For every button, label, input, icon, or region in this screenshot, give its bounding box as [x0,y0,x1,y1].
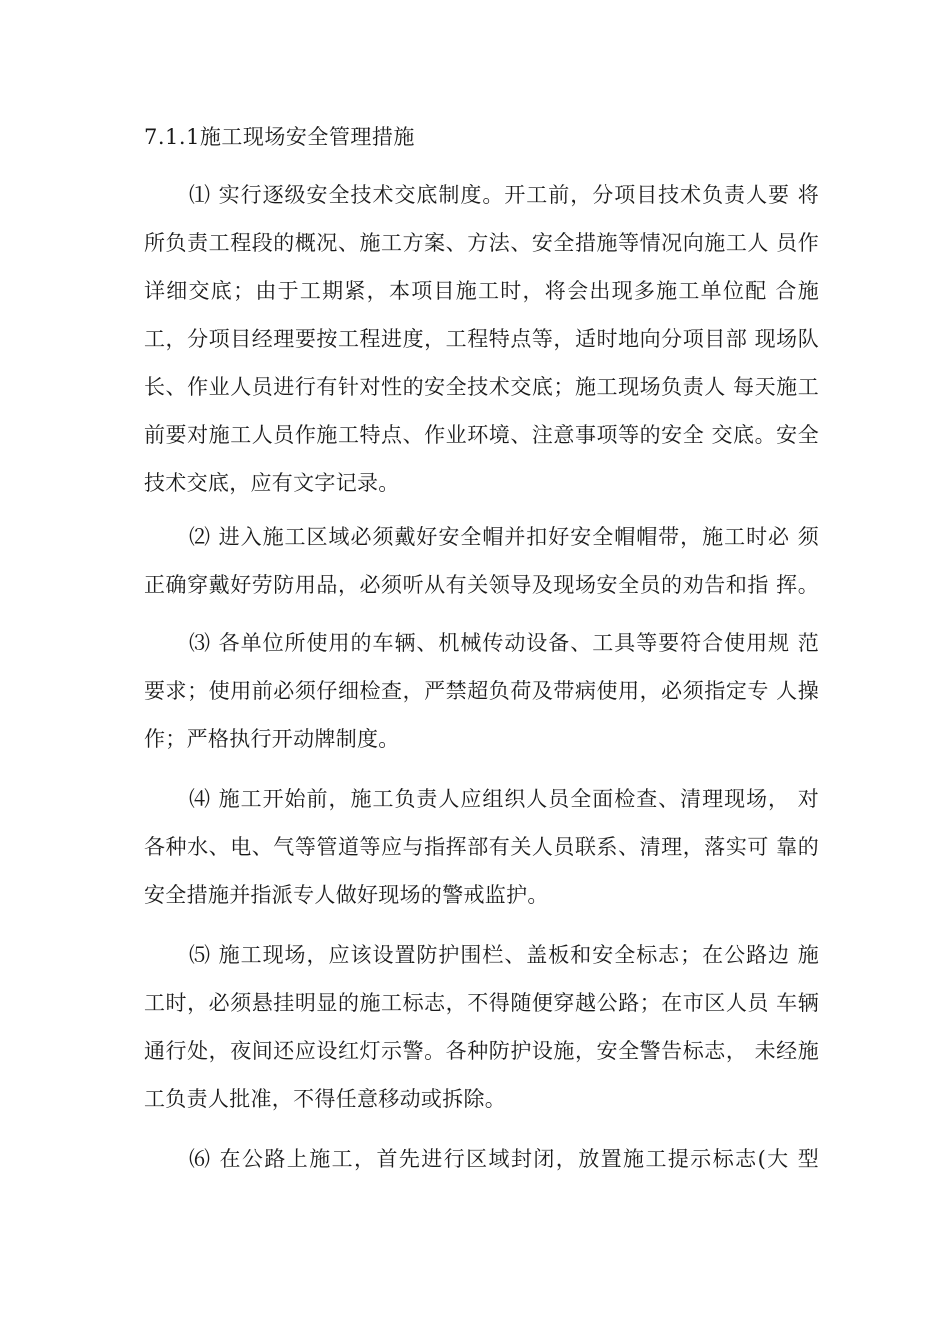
paragraph-1-line-2: 所负责工程段的概况、施工方案、方法、安全措施等情况向施工人 员作 [144,231,819,255]
paragraph-5-line-4: 工负责人批准，不得任意移动或拆除。 [144,1087,507,1111]
paragraph-1-line-4: 工，分项目经理要按工程进度，工程特点等，适时地向分项目部 现场队 [144,327,819,351]
paragraph-1-line-7: 技术交底，应有文字记录。 [144,471,400,495]
paragraph-4-line-3: 安全措施并指派专人做好现场的警戒监护。 [144,883,549,907]
paragraph-6-line-1: ⑹ 在公路上施工，首先进行区域封闭，放置施工提示标志(大 型 [189,1147,819,1171]
paragraph-1-line-3: 详细交底；由于工期紧，本项目施工时，将会出现多施工单位配 合施 [144,279,819,303]
paragraph-3-line-2: 要求；使用前必须仔细检查，严禁超负荷及带病使用，必须指定专 人操 [144,679,819,703]
paragraph-2-line-1: ⑵ 进入施工区域必须戴好安全帽并扣好安全帽帽带，施工时必 须 [189,525,819,549]
paragraph-5-line-2: 工时，必须悬挂明显的施工标志，不得随便穿越公路；在市区人员 车辆 [144,991,819,1015]
paragraph-4-line-2: 各种水、电、气等管道等应与指挥部有关人员联系、清理，落实可 靠的 [144,835,819,859]
paragraph-1-line-1: ⑴ 实行逐级安全技术交底制度。开工前，分项目技术负责人要 将 [189,183,819,207]
paragraph-2-line-2: 正确穿戴好劳防用品，必须听从有关领导及现场安全员的劝告和指 挥。 [144,573,819,597]
paragraph-5-line-1: ⑸ 施工现场，应该设置防护围栏、盖板和安全标志；在公路边 施 [189,943,819,967]
paragraph-4-line-1: ⑷ 施工开始前，施工负责人应组织人员全面检查、清理现场， 对 [189,787,819,811]
paragraph-1-line-6: 前要对施工人员作施工特点、作业环境、注意事项等的安全 交底。安全 [144,423,819,447]
paragraph-5-line-3: 通行处，夜间还应设红灯示警。各种防护设施，安全警告标志， 未经施 [144,1039,819,1063]
paragraph-1-line-5: 长、作业人员进行有针对性的安全技术交底；施工现场负责人 每天施工 [144,375,819,399]
paragraph-3-line-1: ⑶ 各单位所使用的车辆、机械传动设备、工具等要符合使用规 范 [189,631,819,655]
paragraph-3-line-3: 作；严格执行开动牌制度。 [144,727,400,751]
section-heading: 7.1.1施工现场安全管理措施 [144,125,415,149]
